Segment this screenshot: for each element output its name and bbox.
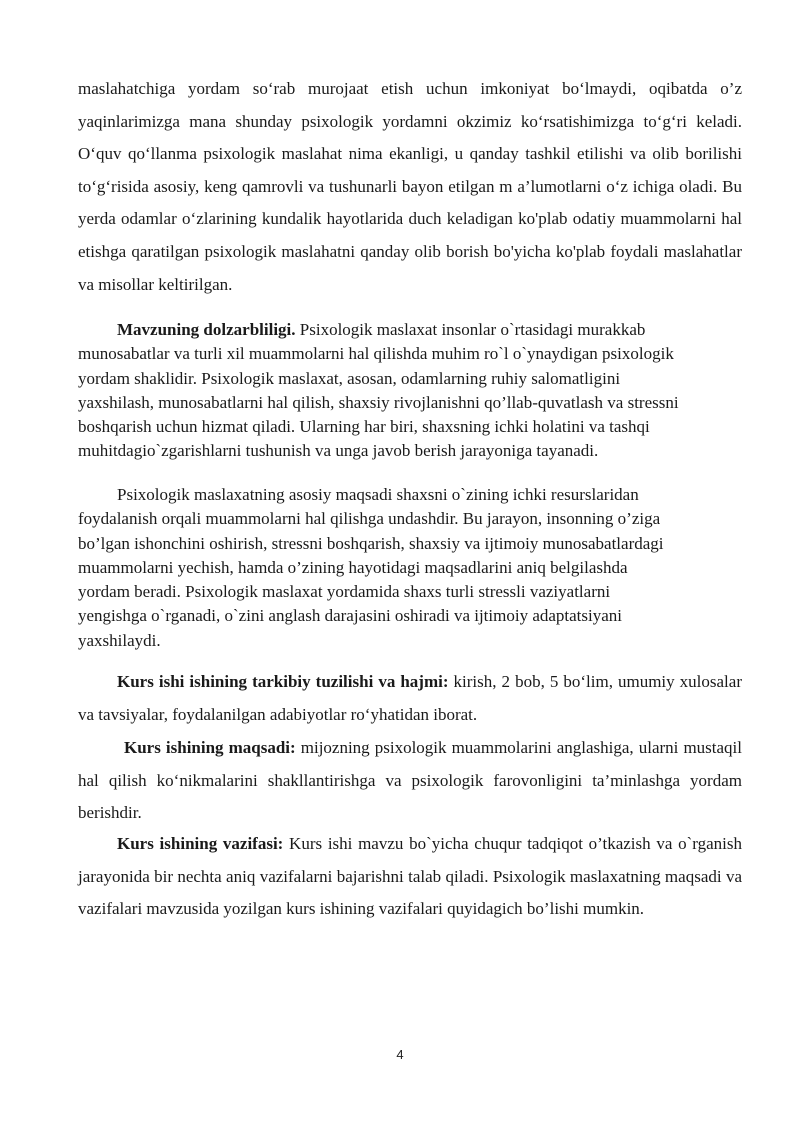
goal-line: bo’lgan ishonchini oshirish, stressni boshqarish, shaxsiy va ijtimoiy munosabatlardagi [78,533,664,553]
goal-line: muammolarni yechish, hamda o’zining hayotidagi maqsadlarini aniq belgilashda [78,557,628,577]
goal-line: yaxshilaydi. [78,630,161,650]
structure-heading: Kurs ishi ishining tarkibiy tuzilishi va hajmi: [117,672,449,691]
paragraph-tasks [78,828,742,926]
aim-heading: Kurs ishining maqsadi: [124,738,296,757]
relevance-line: yordam shaklidir. Psixologik maslaxat, asosan, odamlarning ruhiy salomatligini [78,368,621,388]
structure-text: kirish, 2 bob, 5 bo‘lim, umumiy xulosalar va tavsiyalar, foydalanilgan adabiyotlar ro‘yhatidan iborat. [78,672,742,724]
relevance-heading: Mavzuning dolzarbliligi. [117,320,296,339]
goal-line: Psixologik maslaxatning asosiy maqsadi shaxsni o`zining ichki resurslaridan [117,485,639,504]
tasks-heading: Kurs ishining vazifasi: [117,834,284,853]
paragraph-relevance [78,318,742,464]
paragraph-structure [78,666,742,731]
goal-line: yordam beradi. Psixologik maslaxat yordamida shaxs turli stressli vaziyatlarni [78,582,611,602]
relevance-line: muhitdagio`zgarishlarni tushunish va unga javob berish jarayoniga tayanadi. [78,441,599,461]
aim-text: mijozning psixologik muammolarini anglashiga, ularni mustaqil hal qilish ko‘nikmalarini shakllantirishga va psixologik farovonligini ta’minlashga yordam berishdir. [78,738,743,823]
paragraph-goal-description [78,483,742,653]
page-number: 4 [396,1047,404,1062]
tasks-text: Kurs ishi mavzu bo`yicha chuqur tadqiqot o’tkazish va o`rganish jarayonida bir nechta aniq vazifalarni bajarishni talab qiladi. Psixologik maslaxatning maqsadi va vazifalari mavzusida yozilgan kurs ishining vazifalari quyidagich bo’lishi mumkin. [78,834,743,919]
relevance-line: Psixologik maslaxat insonlar o`rtasidagi murakkab [299,320,646,339]
paragraph-aim [78,732,742,830]
relevance-line: yaxshilash, munosabatlarni hal qilish, shaxsiy rivojlanishni qo’llab-quvatlash va stressni [78,392,679,412]
relevance-line: munosabatlar va turli xil muammolarni hal qilishda muhim ro`l o`ynaydigan psixologik [78,344,674,364]
paragraph-intro: maslahatchiga yordam so‘rab murojaat etish uchun imkoniyat bo‘lmaydi, oqibatda o’z yaqinlarimizga mana shunday psixologik yordamni okzimiz ko‘rsatishimizga to‘g‘ri keladi. O‘quv qo‘llanma psixologik maslahat nima ekanligi, u qanday tashkil etilishi va olib borilishi to‘g‘risida asosiy, keng qamrovli va tushunarli bayon etilgan m a’lumotlarni o‘z ichiga oladi. Bu yerda odamlar o‘zlarining kundalik hayotlarida duch keladigan ko'plab odatiy muammolarni hal etishga qaratilgan psixologik maslahatni qanday olib borish bo'yicha ko'plab foydali maslahatlar va misollar keltirilgan. [78,79,742,294]
relevance-line: boshqarish uchun hizmat qiladi. Ularning har biri, shaxsning ichki holatini va tashqi [78,417,650,437]
goal-line: yengishga o`rganadi, o`zini anglash darajasini oshiradi va ijtimoiy adaptatsiyani [78,606,623,626]
goal-line: foydalanish orqali muammolarni hal qilishga undashdir. Bu jarayon, insonning o’ziga [78,509,661,529]
